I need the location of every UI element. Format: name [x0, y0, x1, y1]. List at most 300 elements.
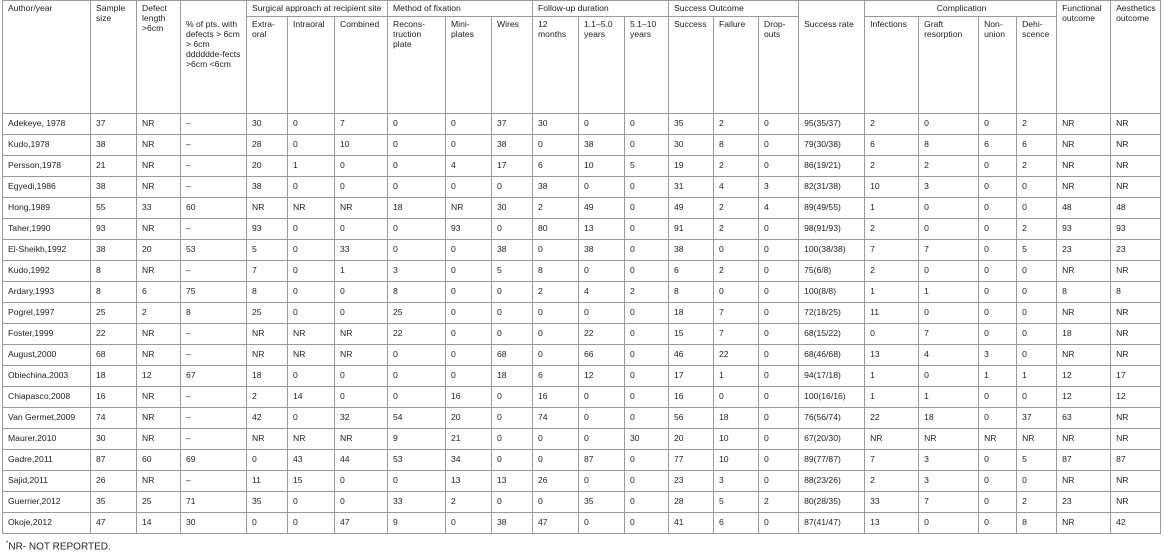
- table-cell: 3: [714, 471, 759, 492]
- table-cell: –: [181, 114, 247, 135]
- table-row: [3, 492, 1161, 513]
- table-cell: NR: [288, 198, 335, 219]
- table-cell: 0: [388, 240, 446, 261]
- table-cell: 60: [137, 450, 181, 471]
- table-cell: 35: [669, 114, 714, 135]
- table-cell: –: [181, 219, 247, 240]
- table-cell: –: [181, 471, 247, 492]
- table-cell: 0: [1017, 303, 1057, 324]
- table-cell-author: Kudo,1978: [3, 135, 91, 156]
- table-row: [3, 324, 1161, 345]
- table-cell: 0: [714, 240, 759, 261]
- table-cell: 0: [446, 324, 492, 345]
- header-intraoral: Intraoral: [288, 17, 335, 114]
- table-cell: 0: [335, 282, 388, 303]
- table-cell: 7: [865, 240, 919, 261]
- footnote: [6, 541, 1162, 552]
- table-cell: 0: [446, 282, 492, 303]
- table-cell: 67(20/30): [799, 429, 865, 450]
- table-cell: 100(16/16): [799, 387, 865, 408]
- table-cell: NR: [137, 135, 181, 156]
- table-cell: 38: [533, 177, 579, 198]
- table-cell: 0: [579, 471, 625, 492]
- table-row: [3, 366, 1161, 387]
- table-row: [3, 219, 1161, 240]
- table-cell: 35: [579, 492, 625, 513]
- table-cell: 80: [533, 219, 579, 240]
- table-body: [3, 114, 1161, 534]
- header-graft-resorption: Graft resorption: [919, 17, 979, 114]
- table-cell: 0: [533, 492, 579, 513]
- table-cell: 41: [669, 513, 714, 534]
- table-cell: 2: [865, 114, 919, 135]
- table-cell: 86(19/21): [799, 156, 865, 177]
- table-cell: 32: [335, 408, 388, 429]
- table-cell: 74: [91, 408, 137, 429]
- table-cell: 4: [446, 156, 492, 177]
- table-cell: 0: [288, 513, 335, 534]
- table-cell: NR: [1111, 114, 1161, 135]
- table-cell: 0: [759, 135, 799, 156]
- table-cell: NR: [979, 429, 1017, 450]
- table-cell: NR: [1057, 261, 1111, 282]
- table-cell: 7: [335, 114, 388, 135]
- table-cell: 0: [492, 492, 533, 513]
- table-cell-author: Chiapasco,2008: [3, 387, 91, 408]
- table-cell: 0: [446, 303, 492, 324]
- table-cell-author: Egyedi,1986: [3, 177, 91, 198]
- table-cell: 0: [492, 177, 533, 198]
- table-cell: 0: [919, 198, 979, 219]
- table-cell: 18: [1057, 324, 1111, 345]
- table-cell: NR: [1111, 156, 1161, 177]
- table-cell: 47: [533, 513, 579, 534]
- table-row: [3, 282, 1161, 303]
- table-cell: 0: [625, 114, 669, 135]
- table-cell: 0: [335, 387, 388, 408]
- table-cell: 1: [919, 387, 979, 408]
- table-cell: 0: [625, 324, 669, 345]
- table-cell: 30: [492, 198, 533, 219]
- table-cell: 68: [91, 345, 137, 366]
- table-cell: 0: [1017, 261, 1057, 282]
- table-cell-author: Gadre,2011: [3, 450, 91, 471]
- table-cell: NR: [1111, 303, 1161, 324]
- table-cell: 7: [919, 492, 979, 513]
- table-cell: NR: [1057, 303, 1111, 324]
- table-cell: 20: [669, 429, 714, 450]
- table-cell: NR: [1111, 471, 1161, 492]
- table-cell: 6: [533, 156, 579, 177]
- table-cell: 48: [1057, 198, 1111, 219]
- table-cell: 0: [625, 513, 669, 534]
- table-cell: NR: [335, 345, 388, 366]
- table-cell: 5: [247, 240, 288, 261]
- table-cell: 0: [288, 303, 335, 324]
- table-cell: 17: [492, 156, 533, 177]
- table-cell: 0: [919, 366, 979, 387]
- header-author-year: Author/year: [3, 1, 91, 114]
- table-cell: 0: [335, 492, 388, 513]
- table-cell: 1: [714, 366, 759, 387]
- table-cell: 0: [714, 387, 759, 408]
- table-cell: 0: [625, 198, 669, 219]
- table-cell: 0: [1017, 387, 1057, 408]
- table-cell: 0: [979, 387, 1017, 408]
- table-cell: 0: [1017, 345, 1057, 366]
- table-cell: 4: [714, 177, 759, 198]
- table-cell: –: [181, 324, 247, 345]
- table-cell: 6: [533, 366, 579, 387]
- table-cell: NR: [1057, 135, 1111, 156]
- table-cell: 20: [446, 408, 492, 429]
- table-cell: 3: [919, 177, 979, 198]
- table-cell: 0: [979, 114, 1017, 135]
- table-cell: 4: [579, 282, 625, 303]
- table-cell: NR: [288, 429, 335, 450]
- table-cell: 16: [91, 387, 137, 408]
- table-cell: NR: [137, 345, 181, 366]
- table-cell: 8: [1057, 282, 1111, 303]
- table-cell: 60: [181, 198, 247, 219]
- table-cell: 0: [979, 303, 1017, 324]
- table-cell: NR: [1057, 156, 1111, 177]
- header-dropouts: Drop-outs: [759, 17, 799, 114]
- table-cell: 2: [714, 261, 759, 282]
- table-cell: 2: [759, 492, 799, 513]
- table-cell: 0: [579, 303, 625, 324]
- table-cell: 56: [669, 408, 714, 429]
- table-cell-author: El-Sheikh,1992: [3, 240, 91, 261]
- table-cell: 0: [759, 471, 799, 492]
- table-cell: 4: [759, 198, 799, 219]
- table-cell: NR: [1057, 177, 1111, 198]
- table-cell: 66: [579, 345, 625, 366]
- table-row: [3, 345, 1161, 366]
- table-cell: 0: [492, 282, 533, 303]
- table-cell: 14: [288, 387, 335, 408]
- header-failure: Failure: [714, 17, 759, 114]
- table-cell: 0: [979, 492, 1017, 513]
- table-cell: 7: [919, 324, 979, 345]
- table-cell: NR: [1111, 135, 1161, 156]
- table-cell: 68: [492, 345, 533, 366]
- table-cell: 10: [579, 156, 625, 177]
- table-cell: 100(8/8): [799, 282, 865, 303]
- table-cell: NR: [335, 429, 388, 450]
- table-cell-author: Hong,1989: [3, 198, 91, 219]
- table-cell: 30: [91, 429, 137, 450]
- header-functional-outcome: Functional outcome: [1057, 1, 1111, 114]
- table-cell: 0: [759, 261, 799, 282]
- table-cell: 13: [579, 219, 625, 240]
- table-cell: 0: [533, 324, 579, 345]
- table-cell: 37: [91, 114, 137, 135]
- table-cell: 0: [579, 429, 625, 450]
- header-success-outcome: Success Outcome: [669, 1, 799, 17]
- table-cell: 20: [137, 240, 181, 261]
- table-cell: NR: [247, 198, 288, 219]
- table-cell: 8: [1111, 282, 1161, 303]
- table-cell: 22: [865, 408, 919, 429]
- table-cell: 23: [1111, 240, 1161, 261]
- table-cell: 0: [533, 345, 579, 366]
- table-cell: 30: [533, 114, 579, 135]
- table-cell: 3: [759, 177, 799, 198]
- table-cell: 0: [979, 513, 1017, 534]
- table-cell-author: Guerrier,2012: [3, 492, 91, 513]
- table-cell: 33: [335, 240, 388, 261]
- table-row: [3, 114, 1161, 135]
- header-defect-length: Defect length >6cm: [137, 1, 181, 114]
- table-cell: 47: [335, 513, 388, 534]
- table-cell: 12: [579, 366, 625, 387]
- table-cell: 9: [388, 429, 446, 450]
- table-cell: 0: [579, 261, 625, 282]
- table-cell: 2: [1017, 492, 1057, 513]
- table-cell: 100(38/38): [799, 240, 865, 261]
- table-cell: 2: [865, 156, 919, 177]
- table-row: [3, 408, 1161, 429]
- table-cell: 0: [288, 261, 335, 282]
- table-cell: 19: [669, 156, 714, 177]
- header-success: Success: [669, 17, 714, 114]
- table-cell: 71: [181, 492, 247, 513]
- table-cell: 0: [625, 366, 669, 387]
- table-cell: 2: [1017, 114, 1057, 135]
- table-cell: 6: [1017, 135, 1057, 156]
- header-wires: Wires: [492, 17, 533, 114]
- table-cell: 18: [388, 198, 446, 219]
- table-cell: 0: [492, 219, 533, 240]
- table-figure: [2, 0, 1162, 552]
- table-cell: 3: [919, 471, 979, 492]
- table-cell: NR: [137, 471, 181, 492]
- table-cell: 2: [533, 198, 579, 219]
- table-cell: 63: [1057, 408, 1111, 429]
- header-surgical-approach: Surgical approach at recipient site: [247, 1, 388, 17]
- table-cell: 22: [91, 324, 137, 345]
- table-cell: NR: [1111, 429, 1161, 450]
- table-cell: 0: [625, 177, 669, 198]
- table-cell-author: Obiechina,2003: [3, 366, 91, 387]
- table-cell: –: [181, 408, 247, 429]
- table-cell: 25: [247, 303, 288, 324]
- header-infections: Infections: [865, 17, 919, 114]
- table-cell: NR: [137, 219, 181, 240]
- table-cell: 44: [335, 450, 388, 471]
- table-cell: 2: [865, 219, 919, 240]
- table-cell: 91: [669, 219, 714, 240]
- table-row: [3, 513, 1161, 534]
- table-cell: NR: [137, 156, 181, 177]
- table-cell: 18: [919, 408, 979, 429]
- table-cell: 0: [247, 450, 288, 471]
- table-cell: 68(46/68): [799, 345, 865, 366]
- table-cell: 0: [919, 114, 979, 135]
- table-cell: 14: [137, 513, 181, 534]
- table-cell: 0: [446, 240, 492, 261]
- table-cell: 8: [1017, 513, 1057, 534]
- table-cell: 7: [247, 261, 288, 282]
- table-cell: 0: [919, 219, 979, 240]
- table-cell: –: [181, 156, 247, 177]
- table-cell: 20: [247, 156, 288, 177]
- table-cell: NR: [1017, 429, 1057, 450]
- table-cell: 10: [714, 429, 759, 450]
- footnote-text: NR- NOT REPORTED.: [8, 541, 111, 552]
- table-cell: 2: [919, 156, 979, 177]
- table-cell: 37: [1017, 408, 1057, 429]
- table-cell: 38: [91, 177, 137, 198]
- table-cell: 1: [288, 156, 335, 177]
- table-cell: 9: [388, 513, 446, 534]
- table-cell: 30: [669, 135, 714, 156]
- table-cell: NR: [137, 408, 181, 429]
- header-fu-1-5-years: 1.1–5.0 years: [579, 17, 625, 114]
- table-cell: 0: [335, 366, 388, 387]
- table-cell: 0: [335, 219, 388, 240]
- table-cell: 0: [979, 324, 1017, 345]
- table-row: [3, 135, 1161, 156]
- table-cell: 87: [1111, 450, 1161, 471]
- table-cell: 21: [91, 156, 137, 177]
- table-cell: 17: [669, 366, 714, 387]
- table-cell: 18: [669, 303, 714, 324]
- table-cell: 25: [388, 303, 446, 324]
- table-row: [3, 471, 1161, 492]
- table-cell: 1: [919, 282, 979, 303]
- header-complication: Complication: [865, 1, 1057, 17]
- table-cell: NR: [1057, 429, 1111, 450]
- table-cell: NR: [446, 198, 492, 219]
- table-cell: 0: [288, 219, 335, 240]
- table-cell: 3: [979, 345, 1017, 366]
- table-cell: 35: [247, 492, 288, 513]
- table-cell: 89(49/55): [799, 198, 865, 219]
- table-cell: NR: [137, 261, 181, 282]
- table-cell: 93: [247, 219, 288, 240]
- table-cell-author: Ardary,1993: [3, 282, 91, 303]
- header-success-rate: Success rate: [799, 1, 865, 114]
- table-cell: 87: [91, 450, 137, 471]
- table-cell: 0: [388, 366, 446, 387]
- table-cell: 72(18/25): [799, 303, 865, 324]
- table-cell: 18: [714, 408, 759, 429]
- table-cell: 38: [669, 240, 714, 261]
- header-aesthetics-outcome: Aesthetics outcome: [1111, 1, 1161, 114]
- table-cell: 0: [533, 429, 579, 450]
- table-cell: 0: [759, 219, 799, 240]
- table-cell: 7: [714, 324, 759, 345]
- table-cell: 0: [714, 282, 759, 303]
- table-cell: 93: [446, 219, 492, 240]
- table-cell: 0: [288, 240, 335, 261]
- table-cell: 0: [533, 450, 579, 471]
- table-cell: 0: [919, 513, 979, 534]
- table-cell-author: Maurer,2010: [3, 429, 91, 450]
- table-cell: 0: [288, 114, 335, 135]
- table-cell: 38: [492, 240, 533, 261]
- table-cell: NR: [247, 324, 288, 345]
- table-cell: 37: [492, 114, 533, 135]
- table-cell: 0: [759, 387, 799, 408]
- table-cell: 13: [865, 513, 919, 534]
- table-cell: 2: [533, 282, 579, 303]
- table-cell: 16: [446, 387, 492, 408]
- table-cell: NR: [137, 114, 181, 135]
- table-cell: 6: [979, 135, 1017, 156]
- table-cell: 38: [492, 513, 533, 534]
- table-cell: 0: [759, 303, 799, 324]
- table-cell: 8: [91, 261, 137, 282]
- table-cell: 1: [865, 387, 919, 408]
- table-cell: 11: [865, 303, 919, 324]
- table-cell: NR: [1057, 345, 1111, 366]
- table-row: [3, 450, 1161, 471]
- header-fu-12-months: 12 months: [533, 17, 579, 114]
- table-cell: 0: [979, 282, 1017, 303]
- table-cell: 0: [625, 471, 669, 492]
- table-cell: 0: [979, 261, 1017, 282]
- table-cell: 7: [919, 240, 979, 261]
- table-cell: 8: [919, 135, 979, 156]
- table-row: [3, 261, 1161, 282]
- table-cell: 0: [247, 513, 288, 534]
- table-cell: 31: [669, 177, 714, 198]
- table-cell: 0: [979, 219, 1017, 240]
- table-cell-author: Adekeye, 1978: [3, 114, 91, 135]
- table-row: [3, 198, 1161, 219]
- table-cell: 0: [1017, 282, 1057, 303]
- table-cell: 0: [388, 219, 446, 240]
- table-cell: –: [181, 261, 247, 282]
- table-cell: 38: [91, 135, 137, 156]
- table-cell: 28: [247, 135, 288, 156]
- header-method-fixation: Method of fixation: [388, 1, 533, 17]
- table-cell: 0: [759, 156, 799, 177]
- table-cell: 0: [533, 303, 579, 324]
- header-combined: Combined: [335, 17, 388, 114]
- table-cell: 0: [388, 135, 446, 156]
- table-cell: 0: [288, 366, 335, 387]
- table-cell-author: Sajid,2011: [3, 471, 91, 492]
- table-cell: 2: [714, 219, 759, 240]
- table-cell: NR: [1057, 471, 1111, 492]
- table-cell: 0: [446, 135, 492, 156]
- table-cell: 75(6/8): [799, 261, 865, 282]
- table-cell: 0: [759, 429, 799, 450]
- table-cell: 6: [669, 261, 714, 282]
- table-cell: 0: [625, 408, 669, 429]
- table-cell: 1: [335, 261, 388, 282]
- table-cell: 6: [865, 135, 919, 156]
- table-cell: 0: [288, 177, 335, 198]
- header-dehiscence: Dehi-scence: [1017, 17, 1057, 114]
- table-cell: 49: [669, 198, 714, 219]
- table-cell: 23: [1057, 492, 1111, 513]
- table-cell: 6: [137, 282, 181, 303]
- table-cell: 6: [714, 513, 759, 534]
- table-cell: 0: [579, 408, 625, 429]
- table-cell: 30: [625, 429, 669, 450]
- table-cell: 30: [247, 114, 288, 135]
- table-cell-author: August,2000: [3, 345, 91, 366]
- table-cell: 11: [247, 471, 288, 492]
- table-row: [3, 387, 1161, 408]
- table-cell: 0: [492, 408, 533, 429]
- table-cell: 5: [1017, 450, 1057, 471]
